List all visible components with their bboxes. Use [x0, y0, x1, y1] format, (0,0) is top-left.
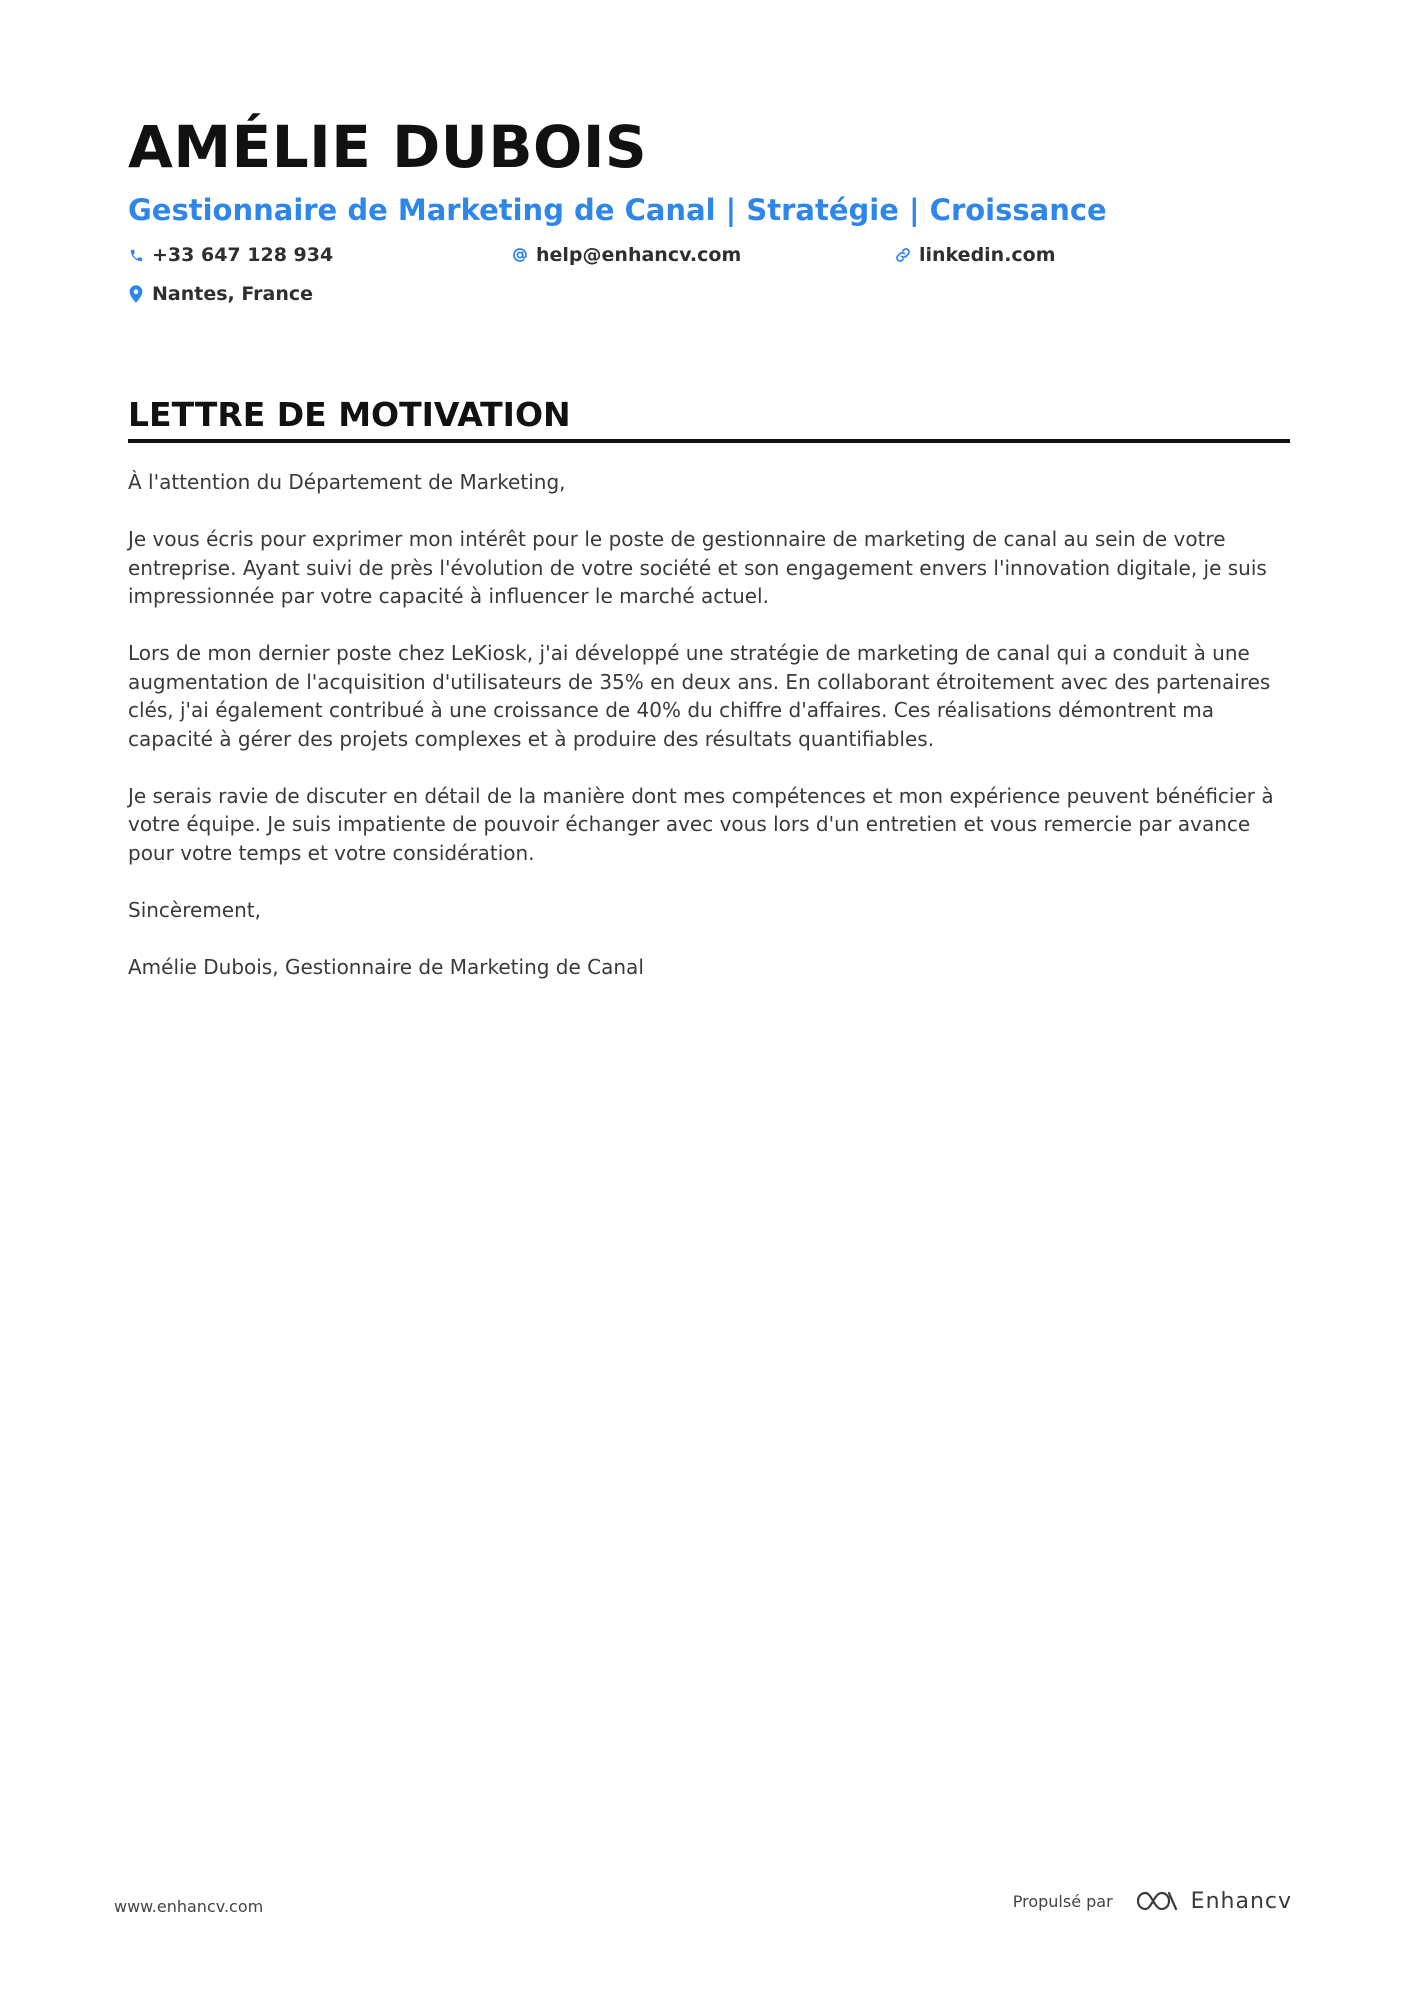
website-text: linkedin.com: [919, 244, 1056, 266]
email-text: help@enhancv.com: [536, 244, 742, 266]
contact-phone[interactable]: [128, 242, 333, 268]
letter-closing: Sincèrement,: [128, 897, 261, 922]
section-title: LETTRE DE MOTIVATION: [128, 394, 1290, 443]
contact-website[interactable]: [895, 242, 1056, 268]
contact-location: [128, 281, 313, 307]
footer-website[interactable]: www.enhancv.com: [114, 1897, 264, 1916]
candidate-name: AMÉLIE DUBOIS: [128, 113, 648, 181]
phone-icon: [128, 246, 144, 264]
map-pin-icon: [128, 285, 144, 303]
letter-paragraph: Je vous écris pour exprimer mon intérêt pour le poste de gestionnaire de marketing de canal au sein de votre entreprise. Ayant suivi de près l'évolution de votre société et son engagement envers l'innovation digitale, je suis impressionnée par votre capacité à influencer le marché actuel.: [128, 527, 1267, 608]
letter-salutation: À l'attention du Département de Marketing,: [128, 470, 566, 494]
enhancv-logo-icon: [1135, 1888, 1179, 1914]
brand-name: Enhancv: [1190, 1888, 1292, 1914]
powered-by-label: Propulsé par: [1012, 1891, 1113, 1911]
location-text: Nantes, France: [152, 283, 313, 305]
link-icon: [895, 246, 911, 264]
phone-text: +33 647 128 934: [152, 244, 334, 266]
at-icon: [512, 246, 528, 264]
letter-body: [128, 468, 1290, 1010]
letter-paragraph: Je serais ravie de discuter en détail de la manière dont mes compétences et mon expérience peuvent bénéficier à votre équipe. Je suis impatiente de pouvoir échanger avec vous lors d'un entretien et vous remercie par avance pour votre temps et votre considération.: [128, 783, 1274, 865]
candidate-headline: Gestionnaire de Marketing de Canal | Stratégie | Croissance: [128, 193, 1107, 227]
letter-paragraph: Lors de mon dernier poste chez LeKiosk, j'ai développé une stratégie de marketing de canal qui a conduit à une augmentation de l'acquisition d'utilisateurs de 35% en deux ans. En collaborant étroitement avec des partenaires clés, j'ai également contribué à une croissance de 40% du chiffre d'affaires. Ces réalisations démontrent ma capacité à gérer des projets complexes et à produire des résultats quantifiables.: [128, 641, 1271, 751]
contact-email[interactable]: [512, 242, 741, 268]
letter-signature: Amélie Dubois, Gestionnaire de Marketing de Canal: [128, 954, 644, 979]
footer-branding: [1013, 1888, 1292, 1914]
